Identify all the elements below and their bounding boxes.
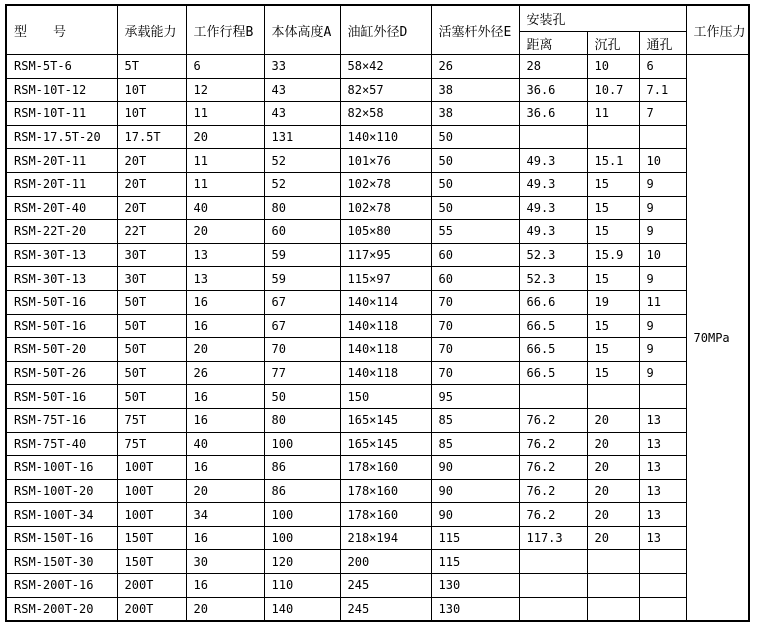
col-header-stroke: 工作行程B: [186, 5, 264, 55]
cell-body-height: 120: [264, 550, 340, 574]
cell-through-hole: 6: [639, 55, 686, 79]
cell-counterbore: 19: [587, 290, 639, 314]
cell-stroke: 20: [186, 220, 264, 244]
cell-body-height: 86: [264, 456, 340, 480]
table-row: [6, 597, 749, 621]
cell-body-height: 100: [264, 432, 340, 456]
cell-model: RSM-75T-40: [6, 432, 117, 456]
cell-stroke: 40: [186, 432, 264, 456]
cell-rod-od: 26: [431, 55, 519, 79]
cell-body-height: 33: [264, 55, 340, 79]
cell-through-hole: 9: [639, 314, 686, 338]
cell-capacity: 50T: [117, 314, 186, 338]
cell-distance: [519, 385, 587, 409]
cell-rod-od: 70: [431, 361, 519, 385]
cell-cylinder-od: 165×145: [340, 408, 431, 432]
cell-body-height: 60: [264, 220, 340, 244]
cell-model: RSM-20T-11: [6, 149, 117, 173]
cell-capacity: 20T: [117, 172, 186, 196]
cell-cylinder-od: 82×57: [340, 78, 431, 102]
cell-capacity: 75T: [117, 432, 186, 456]
cell-rod-od: 70: [431, 290, 519, 314]
cell-model: RSM-150T-16: [6, 526, 117, 550]
cell-capacity: 200T: [117, 574, 186, 598]
cell-distance: 66.6: [519, 290, 587, 314]
cell-counterbore: [587, 574, 639, 598]
cell-counterbore: [587, 125, 639, 149]
cell-distance: 49.3: [519, 196, 587, 220]
cell-body-height: 77: [264, 361, 340, 385]
cell-counterbore: 15: [587, 196, 639, 220]
cell-counterbore: 11: [587, 102, 639, 126]
cell-capacity: 100T: [117, 456, 186, 480]
cell-body-height: 80: [264, 408, 340, 432]
cell-stroke: 26: [186, 361, 264, 385]
cell-counterbore: 20: [587, 408, 639, 432]
cell-body-height: 110: [264, 574, 340, 598]
cell-model: RSM-17.5T-20: [6, 125, 117, 149]
cell-capacity: 17.5T: [117, 125, 186, 149]
cell-cylinder-od: 140×118: [340, 361, 431, 385]
cell-distance: 76.2: [519, 479, 587, 503]
cell-through-hole: 9: [639, 338, 686, 362]
cell-body-height: 140: [264, 597, 340, 621]
cell-distance: 76.2: [519, 503, 587, 527]
table-row: [6, 267, 749, 291]
cell-cylinder-od: 82×58: [340, 102, 431, 126]
cell-stroke: 20: [186, 479, 264, 503]
cell-cylinder-od: 58×42: [340, 55, 431, 79]
cell-counterbore: [587, 550, 639, 574]
table-row: [6, 55, 749, 79]
cell-stroke: 12: [186, 78, 264, 102]
col-header-mount-hole: 安装孔: [519, 5, 686, 32]
cell-cylinder-od: 178×160: [340, 456, 431, 480]
cell-distance: 28: [519, 55, 587, 79]
cell-stroke: 20: [186, 338, 264, 362]
cell-rod-od: 38: [431, 102, 519, 126]
cell-capacity: 75T: [117, 408, 186, 432]
table-row: [6, 149, 749, 173]
table-row: [6, 432, 749, 456]
cell-counterbore: 15: [587, 361, 639, 385]
col-header-through-hole: 通孔: [639, 32, 686, 55]
cell-distance: 36.6: [519, 78, 587, 102]
table-row: [6, 78, 749, 102]
cell-distance: 76.2: [519, 408, 587, 432]
cell-body-height: 70: [264, 338, 340, 362]
cell-rod-od: 60: [431, 267, 519, 291]
cell-model: RSM-100T-16: [6, 456, 117, 480]
cell-capacity: 20T: [117, 196, 186, 220]
cell-cylinder-od: 178×160: [340, 479, 431, 503]
cell-body-height: 80: [264, 196, 340, 220]
cell-model: RSM-100T-34: [6, 503, 117, 527]
cell-distance: [519, 125, 587, 149]
cell-capacity: 50T: [117, 338, 186, 362]
cell-through-hole: [639, 550, 686, 574]
cell-stroke: 16: [186, 456, 264, 480]
table-row: [6, 102, 749, 126]
cell-model: RSM-50T-16: [6, 314, 117, 338]
cell-capacity: 22T: [117, 220, 186, 244]
cell-distance: 36.6: [519, 102, 587, 126]
cell-rod-od: 85: [431, 408, 519, 432]
cell-through-hole: 13: [639, 479, 686, 503]
col-header-cylinder-od: 油缸外径D: [340, 5, 431, 55]
cell-rod-od: 70: [431, 314, 519, 338]
table-row: [6, 196, 749, 220]
cell-capacity: 20T: [117, 149, 186, 173]
table-row: [6, 290, 749, 314]
cell-body-height: 43: [264, 102, 340, 126]
cell-cylinder-od: 178×160: [340, 503, 431, 527]
cell-rod-od: 90: [431, 479, 519, 503]
cell-model: RSM-100T-20: [6, 479, 117, 503]
cell-model: RSM-50T-26: [6, 361, 117, 385]
col-header-counterbore: 沉孔: [587, 32, 639, 55]
cell-counterbore: 20: [587, 456, 639, 480]
cell-stroke: 20: [186, 125, 264, 149]
table-row: [6, 314, 749, 338]
cell-cylinder-od: 101×76: [340, 149, 431, 173]
cell-counterbore: [587, 385, 639, 409]
cell-model: RSM-5T-6: [6, 55, 117, 79]
cell-body-height: 100: [264, 503, 340, 527]
cell-rod-od: 85: [431, 432, 519, 456]
cell-counterbore: 10: [587, 55, 639, 79]
table-row: [6, 456, 749, 480]
cell-body-height: 52: [264, 172, 340, 196]
cell-distance: [519, 597, 587, 621]
cell-counterbore: 10.7: [587, 78, 639, 102]
cell-through-hole: [639, 385, 686, 409]
cell-stroke: 13: [186, 267, 264, 291]
cell-cylinder-od: 105×80: [340, 220, 431, 244]
cell-distance: 52.3: [519, 267, 587, 291]
cell-cylinder-od: 140×114: [340, 290, 431, 314]
cell-model: RSM-10T-11: [6, 102, 117, 126]
cell-rod-od: 115: [431, 526, 519, 550]
cell-rod-od: 60: [431, 243, 519, 267]
cell-model: RSM-50T-20: [6, 338, 117, 362]
cell-cylinder-od: 140×118: [340, 314, 431, 338]
cell-distance: 49.3: [519, 149, 587, 173]
cell-through-hole: 13: [639, 526, 686, 550]
cell-through-hole: 7.1: [639, 78, 686, 102]
cell-through-hole: 9: [639, 361, 686, 385]
cell-model: RSM-20T-40: [6, 196, 117, 220]
col-header-model: 型 号: [6, 5, 117, 55]
cell-rod-od: 55: [431, 220, 519, 244]
cell-stroke: 13: [186, 243, 264, 267]
cell-capacity: 150T: [117, 550, 186, 574]
cell-counterbore: 20: [587, 526, 639, 550]
cell-through-hole: [639, 597, 686, 621]
cell-distance: 52.3: [519, 243, 587, 267]
cell-cylinder-od: 102×78: [340, 172, 431, 196]
cell-counterbore: 20: [587, 503, 639, 527]
cell-rod-od: 70: [431, 338, 519, 362]
cell-cylinder-od: 218×194: [340, 526, 431, 550]
cell-capacity: 30T: [117, 243, 186, 267]
cell-through-hole: 9: [639, 172, 686, 196]
cell-cylinder-od: 150: [340, 385, 431, 409]
cell-rod-od: 50: [431, 149, 519, 173]
cell-capacity: 10T: [117, 78, 186, 102]
cell-capacity: 100T: [117, 479, 186, 503]
cell-distance: [519, 550, 587, 574]
cell-body-height: 131: [264, 125, 340, 149]
cell-distance: 76.2: [519, 432, 587, 456]
cell-body-height: 59: [264, 267, 340, 291]
cell-through-hole: [639, 125, 686, 149]
table-row: [6, 503, 749, 527]
cell-capacity: 50T: [117, 361, 186, 385]
cell-through-hole: 9: [639, 196, 686, 220]
cell-stroke: 16: [186, 526, 264, 550]
cell-body-height: 50: [264, 385, 340, 409]
cell-cylinder-od: 245: [340, 574, 431, 598]
cell-distance: 49.3: [519, 220, 587, 244]
cell-distance: [519, 574, 587, 598]
cell-counterbore: 15: [587, 338, 639, 362]
col-header-distance: 距离: [519, 32, 587, 55]
cell-distance: 117.3: [519, 526, 587, 550]
cell-through-hole: 9: [639, 220, 686, 244]
cell-rod-od: 38: [431, 78, 519, 102]
cell-cylinder-od: 117×95: [340, 243, 431, 267]
cell-stroke: 34: [186, 503, 264, 527]
table-row: [6, 479, 749, 503]
cell-body-height: 43: [264, 78, 340, 102]
cell-cylinder-od: 245: [340, 597, 431, 621]
cell-through-hole: 10: [639, 149, 686, 173]
cell-model: RSM-10T-12: [6, 78, 117, 102]
cell-counterbore: 20: [587, 479, 639, 503]
cell-stroke: 40: [186, 196, 264, 220]
cell-capacity: 5T: [117, 55, 186, 79]
cell-through-hole: 11: [639, 290, 686, 314]
table-row: [6, 338, 749, 362]
cell-through-hole: [639, 574, 686, 598]
table-row: [6, 220, 749, 244]
cell-counterbore: 15: [587, 172, 639, 196]
cell-model: RSM-20T-11: [6, 172, 117, 196]
col-header-rod-od: 活塞杆外径E: [431, 5, 519, 55]
cell-model: RSM-50T-16: [6, 290, 117, 314]
cell-through-hole: 13: [639, 408, 686, 432]
cell-cylinder-od: 165×145: [340, 432, 431, 456]
table-row: [6, 526, 749, 550]
col-header-body-height: 本体高度A: [264, 5, 340, 55]
cell-through-hole: 9: [639, 267, 686, 291]
cell-stroke: 16: [186, 408, 264, 432]
table-row: [6, 243, 749, 267]
cell-stroke: 16: [186, 574, 264, 598]
working-pressure-value: 70MPa: [686, 55, 749, 622]
spec-table: [5, 4, 750, 622]
table-row: [6, 574, 749, 598]
cell-through-hole: 10: [639, 243, 686, 267]
cell-distance: 66.5: [519, 361, 587, 385]
cell-stroke: 16: [186, 290, 264, 314]
cell-capacity: 50T: [117, 385, 186, 409]
table-row: [6, 125, 749, 149]
cell-stroke: 11: [186, 172, 264, 196]
cell-cylinder-od: 102×78: [340, 196, 431, 220]
cell-model: RSM-200T-16: [6, 574, 117, 598]
table-row: [6, 361, 749, 385]
cell-through-hole: 13: [639, 456, 686, 480]
cell-through-hole: 7: [639, 102, 686, 126]
cell-capacity: 30T: [117, 267, 186, 291]
cell-cylinder-od: 140×118: [340, 338, 431, 362]
cell-capacity: 10T: [117, 102, 186, 126]
table-row: [6, 408, 749, 432]
cell-cylinder-od: 115×97: [340, 267, 431, 291]
cell-stroke: 6: [186, 55, 264, 79]
cell-counterbore: 15.1: [587, 149, 639, 173]
cell-stroke: 16: [186, 314, 264, 338]
cell-model: RSM-22T-20: [6, 220, 117, 244]
cell-model: RSM-150T-30: [6, 550, 117, 574]
table-body: [6, 55, 749, 622]
col-header-capacity: 承载能力: [117, 5, 186, 55]
cell-capacity: 150T: [117, 526, 186, 550]
table-row: [6, 172, 749, 196]
cell-body-height: 86: [264, 479, 340, 503]
cell-rod-od: 50: [431, 125, 519, 149]
cell-rod-od: 130: [431, 574, 519, 598]
cell-cylinder-od: 140×110: [340, 125, 431, 149]
table-row: [6, 550, 749, 574]
cell-body-height: 67: [264, 314, 340, 338]
table-row: [6, 385, 749, 409]
cell-counterbore: 15: [587, 220, 639, 244]
cell-counterbore: 15: [587, 267, 639, 291]
cell-capacity: 100T: [117, 503, 186, 527]
cell-cylinder-od: 200: [340, 550, 431, 574]
cell-stroke: 16: [186, 385, 264, 409]
cell-counterbore: 15: [587, 314, 639, 338]
cell-counterbore: 20: [587, 432, 639, 456]
cell-rod-od: 130: [431, 597, 519, 621]
header-row-main: [6, 5, 749, 32]
cell-model: RSM-50T-16: [6, 385, 117, 409]
cell-through-hole: 13: [639, 432, 686, 456]
cell-distance: 66.5: [519, 314, 587, 338]
cell-stroke: 20: [186, 597, 264, 621]
cell-rod-od: 50: [431, 196, 519, 220]
cell-rod-od: 115: [431, 550, 519, 574]
cell-body-height: 59: [264, 243, 340, 267]
col-header-working-pressure: 工作压力: [686, 5, 749, 55]
cell-body-height: 67: [264, 290, 340, 314]
cell-model: RSM-30T-13: [6, 267, 117, 291]
cell-body-height: 52: [264, 149, 340, 173]
cell-rod-od: 90: [431, 456, 519, 480]
cell-capacity: 50T: [117, 290, 186, 314]
cell-rod-od: 95: [431, 385, 519, 409]
cell-rod-od: 90: [431, 503, 519, 527]
cell-counterbore: [587, 597, 639, 621]
cell-stroke: 30: [186, 550, 264, 574]
cell-stroke: 11: [186, 102, 264, 126]
cell-rod-od: 50: [431, 172, 519, 196]
cell-distance: 66.5: [519, 338, 587, 362]
cell-counterbore: 15.9: [587, 243, 639, 267]
cell-distance: 76.2: [519, 456, 587, 480]
cell-distance: 49.3: [519, 172, 587, 196]
cell-body-height: 100: [264, 526, 340, 550]
cell-model: RSM-30T-13: [6, 243, 117, 267]
table-header: [6, 5, 749, 55]
cell-stroke: 11: [186, 149, 264, 173]
cell-model: RSM-75T-16: [6, 408, 117, 432]
cell-capacity: 200T: [117, 597, 186, 621]
cell-model: RSM-200T-20: [6, 597, 117, 621]
cell-through-hole: 13: [639, 503, 686, 527]
